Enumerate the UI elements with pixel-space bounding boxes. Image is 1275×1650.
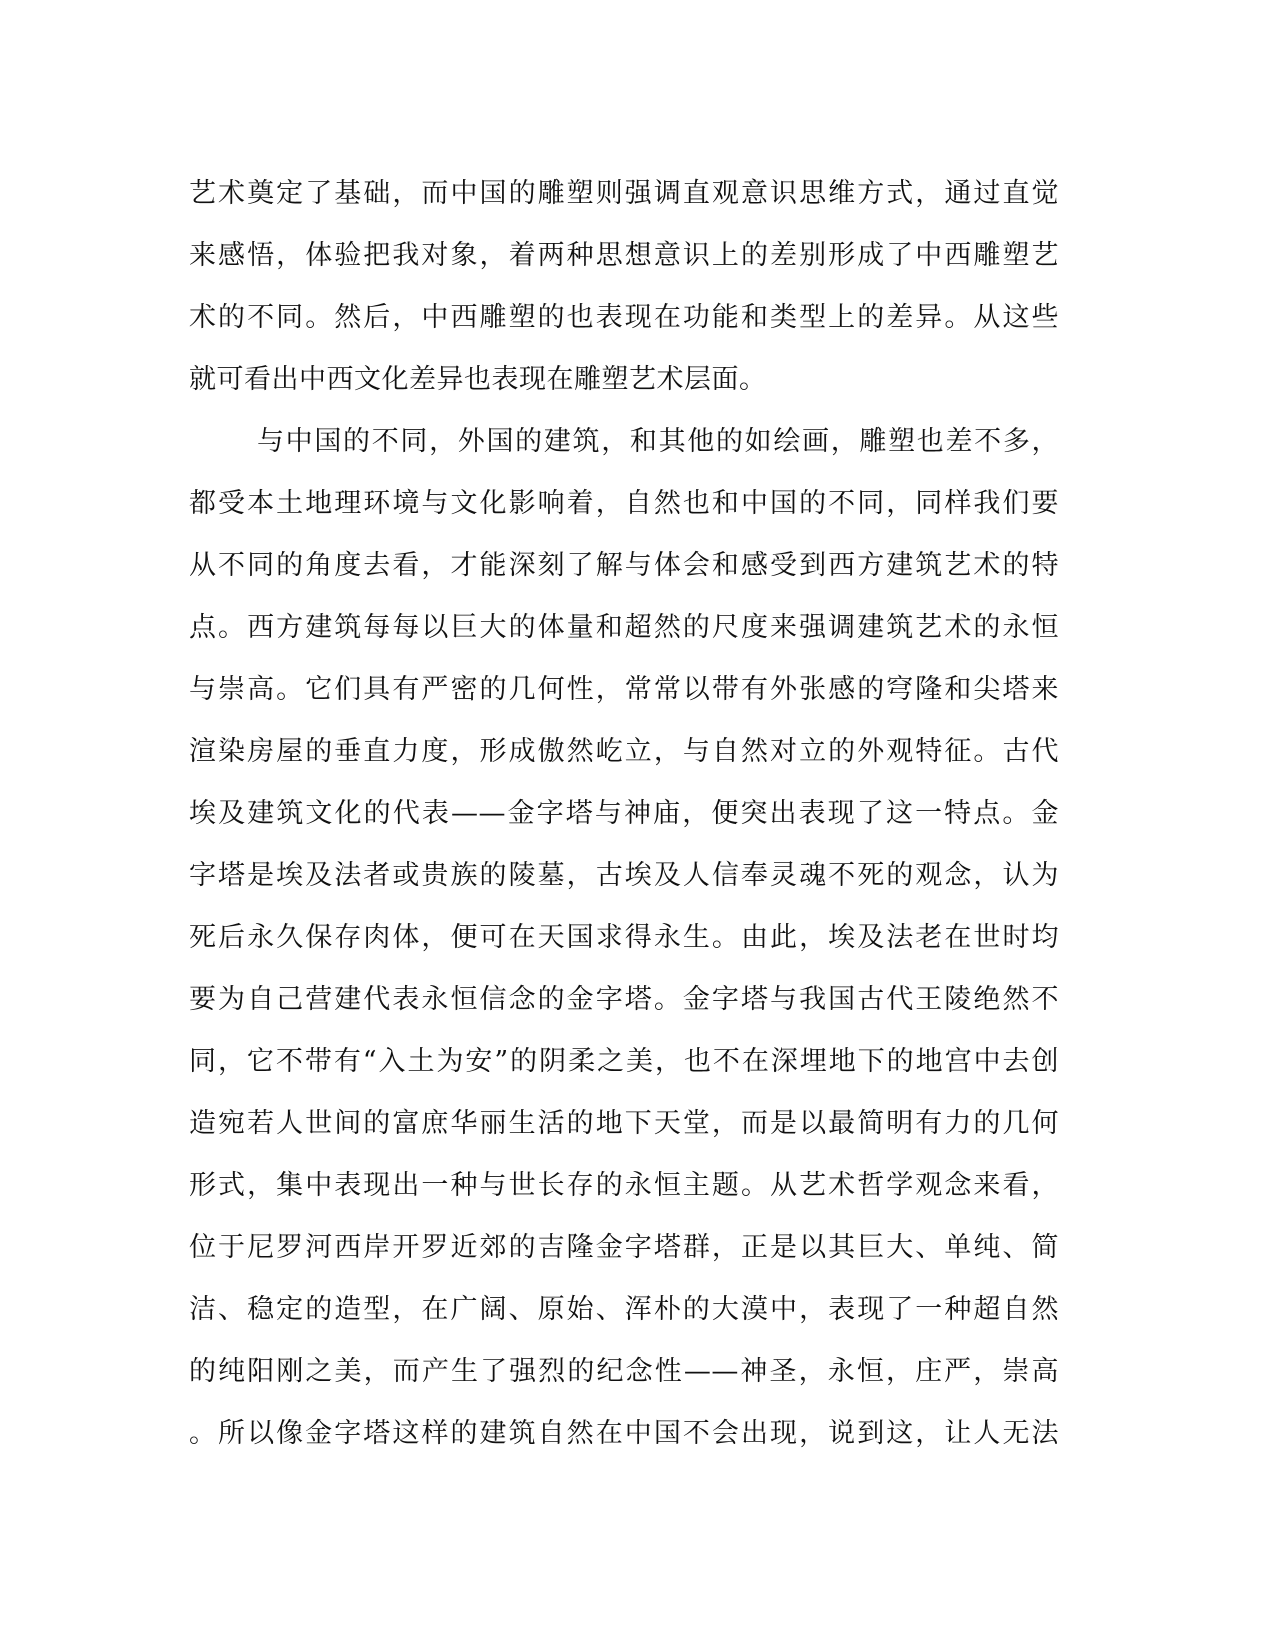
text-line: 来感悟，体验把我对象，着两种思想意识上的差别形成了中西雕塑艺: [189, 240, 1059, 271]
text-line: 造宛若人世间的富庶华丽生活的地下天堂，而是以最简明有力的几何: [189, 1108, 1059, 1139]
text-line: 死后永久保存肉体，便可在天国求得永生。由此，埃及法老在世时均: [189, 922, 1059, 953]
text-line: 埃及建筑文化的代表——金字塔与神庙，便突出表现了这一特点。金: [189, 798, 1059, 829]
text-line: 都受本土地理环境与文化影响着，自然也和中国的不同，同样我们要: [189, 488, 1059, 519]
text-line: 就可看出中西文化差异也表现在雕塑艺术层面。: [189, 364, 767, 395]
text-line: 术的不同。然后，中西雕塑的也表现在功能和类型上的差异。从这些: [189, 302, 1059, 333]
text-line: 要为自己营建代表永恒信念的金字塔。金字塔与我国古代王陵绝然不: [189, 984, 1059, 1015]
text-line: 。所以像金字塔这样的建筑自然在中国不会出现，说到这，让人无法: [189, 1418, 1059, 1449]
text-line: 艺术奠定了基础，而中国的雕塑则强调直观意识思维方式，通过直觉: [189, 178, 1059, 209]
text-line: 渲染房屋的垂直力度，形成傲然屹立，与自然对立的外观特征。古代: [189, 736, 1059, 767]
text-line: 同，它不带有“入土为安”的阴柔之美，也不在深埋地下的地宫中去创: [189, 1046, 1059, 1077]
text-line: 位于尼罗河西岸开罗近郊的吉隆金字塔群，正是以其巨大、单纯、简: [189, 1232, 1059, 1263]
text-line: 字塔是埃及法者或贵族的陵墓，古埃及人信奉灵魂不死的观念，认为: [189, 860, 1059, 891]
text-line: 与崇高。它们具有严密的几何性，常常以带有外张感的穹隆和尖塔来: [189, 674, 1059, 705]
text-line: 的纯阳刚之美，而产生了强烈的纪念性——神圣，永恒，庄严，崇高: [189, 1356, 1059, 1387]
text-line: 点。西方建筑每每以巨大的体量和超然的尺度来强调建筑艺术的永恒: [189, 612, 1059, 643]
paragraph-start-line: 与中国的不同，外国的建筑，和其他的如绘画，雕塑也差不多，: [257, 426, 1059, 457]
text-line: 从不同的角度去看，才能深刻了解与体会和感受到西方建筑艺术的特: [189, 550, 1059, 581]
text-line: 洁、稳定的造型，在广阔、原始、浑朴的大漠中，表现了一种超自然: [189, 1294, 1059, 1325]
body-text: [189, 163, 1059, 1465]
text-line: 形式，集中表现出一种与世长存的永恒主题。从艺术哲学观念来看，: [189, 1170, 1059, 1201]
